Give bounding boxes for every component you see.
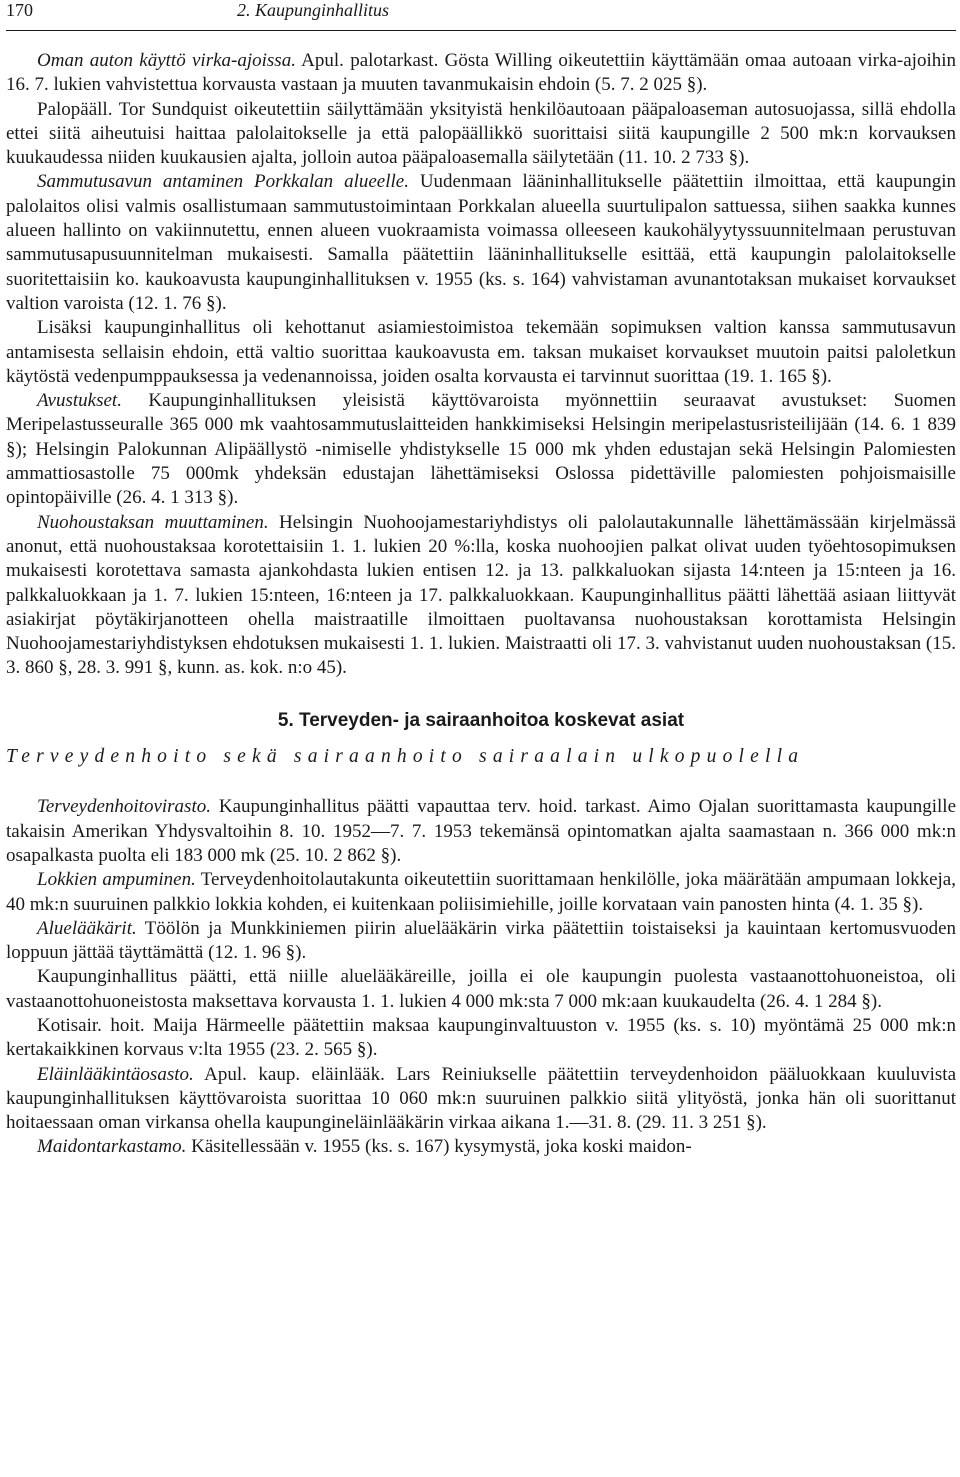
paragraph	[6, 1063, 956, 1136]
paragraph-text: Palopääll. Tor Sundquist oikeutettiin säilyttämään yksityistä henkilöautoaan pääpaloaseman autosuojassa, sillä ehdolla ettei siitä aiheutuisi haittaa palolaitokselle ja että palopäällikkö suorittaisi siitä kaupungille 2 500 mk:n korvauksen kuukaudessa niiden kuukausien ajalta, jolloin autoa pääpaloasemalla säilytetään (11. 10. 2 733 §).	[6, 98, 956, 169]
paragraph-text: Töölön ja Munkkiniemen piirin aluelääkärin virka päätettiin toistaiseksi ja kauintaan kertomusvuoden loppuun jättää täyttämättä (12. 1. 96 §).	[6, 917, 956, 964]
paragraph-lead: Lokkien ampuminen.	[37, 869, 196, 891]
paragraph-lead: Nuohoustaksan muuttaminen.	[37, 511, 269, 533]
paragraph-lead: Aluelääkärit.	[37, 917, 137, 939]
paragraph	[6, 917, 956, 966]
paragraph-text: Kaupunginhallituksen yleisistä käyttövaroista myönnettiin seuraavat avustukset: Suomen Meripelastusseuralle 365 000 mk vaahtosammutuslaitteiden hankkimiseksi Helsingin meripelastusristeilijään (14. 6. 1 839 §); Helsingin Palokunnan Alipäällystö -nimiselle yhdistykselle 15 000 mk yhden edustajan sekä Helsingin Palomiesten ammattiosastolle 75 000mk yhdeksän edustajan lähettämiseksi Oslossa pidettäville palomiesten pohjoismaisille opintopäiville (26. 4. 1 313 §).	[6, 390, 956, 509]
paragraph-text: Käsitellessään v. 1955 (ks. s. 167) kysymystä, joka koski maidon-	[186, 1136, 692, 1158]
paragraph	[6, 49, 956, 98]
paragraph	[6, 511, 956, 681]
paragraph	[6, 1014, 956, 1063]
paragraph-lead: Maidontarkastamo.	[37, 1136, 187, 1158]
paragraphs-top	[6, 49, 956, 681]
paragraph	[6, 795, 956, 868]
paragraph-text: Kaupunginhallitus päätti vapauttaa terv. hoid. tarkast. Aimo Ojalan suorittamasta kaupungille takaisin Amerikan Yhdysvaltoihin 8. 10. 1952—7. 7. 1953 tekemänsä opintomatkan ajalta saamastaan n. 366 000 mk:n osapalkasta puolta eli 183 000 mk (25. 10. 2 862 §).	[6, 796, 956, 866]
paragraph-lead: Avustukset.	[37, 390, 122, 412]
paragraph-text: Kotisair. hoit. Maija Härmeelle päätettiin maksaa kaupunginvaltuuston v. 1955 (ks. s. 10) myöntämä 25 000 mk:n kertakaikkinen korvaus v:lta 1955 (23. 2. 565 §).	[6, 1014, 956, 1061]
paragraph	[6, 965, 956, 1014]
page-header	[6, 0, 956, 36]
paragraph-text: Terveydenhoitolautakunta oikeutettiin suorittamaan henkilölle, joka määrätään ampumaan lokkeja, 40 mk:n suuruinen palkkio lokkia kohden, ei kuitenkaan poliisimiehille, joille korvataan vain panosten hinta (4. 1. 35 §).	[6, 869, 956, 915]
paragraph	[6, 170, 956, 316]
paragraph-text: Helsingin Nuohoojamestariyhdistys oli palolautakunnalle lähettämässään kirjelmässä anonut, että nuohoustaksaa korotettaisiin 1. 1. lukien 20 %:lla, koska nuohoojien palkat olivat uuden työehtosopimuksen mukaisesti korotettava samasta ajankohdasta lukien entisen 12. ja 13. palkkaluokan sijasta 14:nteen ja 15:nteen ja 16. palkkaluokkaan ja 1. 7. lukien 15:nteen, 16:nteen ja 17. palkkaluokkaan. Kaupunginhallitus päätti lähettää asiaan liittyvät asiakirjat pöytäkirjanotteen ohella maistraatille ilmoittaen puoltavansa nuohoustaksan korottamista Helsingin Nuohoojamestariyhdistyksen ehdotuksen mukaisesti 1. 1. lukien. Maistraatti oli 17. 3. vahvistanut uuden nuohoustaksan (15. 3. 860 §, 28. 3. 991 §, kunn. as. kok. n:o 45).	[6, 511, 956, 679]
document-page	[6, 0, 956, 1160]
paragraph-text: Uudenmaan lääninhallitukselle päätettiin ilmoittaa, että kaupungin palolaitos olisi valmis osallistumaan sammutustoimintaan Porkkalan alueella suurtulipalon sattuessa, siihen saakka kunnes alueen hallinto on vakiinnutettu, ennen alueen vuokraamista voimassa olleeseen kaukohälyytyssuunnitelmaan perustuvan sammutusapusuunnitelman mukaisesti. Samalla päätettiin lääninhallitukselle esittää, että kaupungin palolaitokselle suoritettaisiin ko. kaukoavusta kaupunginhallituksen v. 1955 (ks. s. 164) vahvistaman avunantotaksan mukaiset korvaukset valtion varoista (12. 1. 76 §).	[6, 171, 956, 314]
paragraph-lead: Sammutusavun antaminen Porkkalan alueelle.	[37, 171, 409, 193]
paragraph	[6, 389, 956, 510]
paragraph	[6, 1135, 956, 1159]
subsection-heading: Terveydenhoito sekä sairaanhoito sairaalain ulkopuolella	[6, 746, 805, 768]
paragraph-lead: Eläinlääkintäosasto.	[37, 1063, 194, 1085]
running-title: 2. Kaupunginhallitus	[237, 0, 390, 20]
page-number: 170	[6, 0, 33, 20]
paragraph	[6, 98, 956, 171]
paragraph-lead: Oman auton käyttö virka-ajoissa.	[37, 50, 296, 71]
section-heading: 5. Terveyden- ja sairaanhoitoa koskevat asiat	[277, 709, 685, 731]
body-text	[6, 49, 956, 1160]
paragraph-text: Apul. palotarkast. Gösta Willing oikeutettiin käyttämään omaa autoaan virka-ajoihin 16. 7. lukien vahvistettua korvausta vastaan ja muuten tavanmukaisin ehdoin (5. 7. 2 025 §).	[6, 50, 957, 96]
paragraphs-bottom	[6, 795, 956, 1159]
header-rule	[6, 30, 956, 31]
paragraph-lead: Terveydenhoitovirasto.	[37, 796, 211, 818]
paragraph	[6, 316, 956, 389]
paragraph-text: Lisäksi kaupunginhallitus oli kehottanut asiamiestoimistoa tekemään sopimuksen valtion kanssa sammutusavun antamisesta sellaisin ehdoin, että valtio suorittaa kaukoavusta em. taksan mukaiset korvaukset muutoin paitsi paloletkun käytöstä vedenpumppauksessa ja vedenannoissa, joiden osalta korvausta ei tarvinnut suorittaa (19. 1. 165 §).	[6, 317, 956, 387]
paragraph-text: Apul. kaup. eläinlääk. Lars Reiniukselle päätettiin terveydenhoidon pääluokkaan kuuluvista kaupunginhallituksen käyttövaroista suorittaa 10 060 mk:n suuruinen palkkio siitä ylityöstä, jonka hän oli suorittanut hoitaessaan oman virkansa ohella kaupungineläinlääkärin virkaa aikana 1.—31. 8. (29. 11. 3 251 §).	[6, 1063, 956, 1134]
paragraph-text: Kaupunginhallitus päätti, että niille aluelääkäreille, joilla ei ole kaupungin puolesta vastaanottohuoneistoa, oli vastaanottohuoneistosta maksettava korvausta 1. 1. lukien 4 000 mk:sta 7 000 mk:aan kuukaudelta (26. 4. 1 284 §).	[6, 966, 956, 1012]
paragraph	[6, 868, 956, 917]
